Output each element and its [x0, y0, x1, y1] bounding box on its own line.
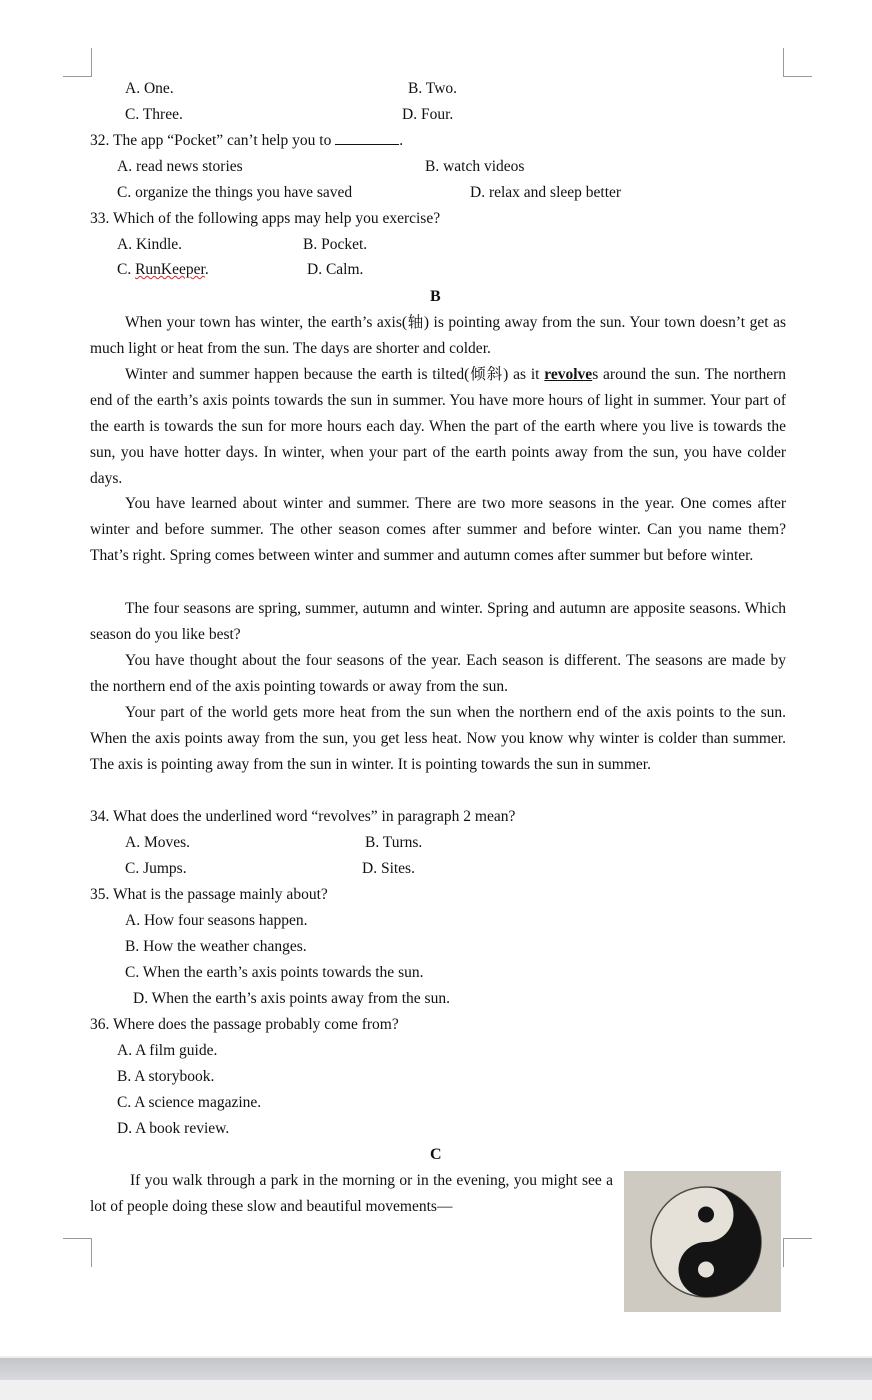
q33-stem: 33. Which of the following apps may help you exercise? — [90, 210, 441, 227]
q32-option-c: C. organize the things you have saved — [117, 184, 353, 201]
answer-blank — [335, 132, 399, 145]
q34-option-a: A. Moves. — [125, 834, 191, 851]
window-bottom-bar — [0, 1356, 872, 1400]
q35-option-b: B. How the weather changes. — [125, 938, 307, 955]
crop-mark-bottom-left — [63, 1238, 92, 1267]
q36-option-b: B. A storybook. — [117, 1068, 215, 1085]
section-b-heading: B — [430, 288, 441, 305]
q32-stem-end: . — [399, 132, 404, 149]
q31-option-c: C. Three. — [125, 106, 183, 123]
crop-mark-top-left — [63, 48, 92, 77]
q31-option-d: D. Four. — [402, 106, 454, 123]
section-b-paragraph-6: Your part of the world gets more heat from the sun when the northern end of the axis points to the sun. When the axis points away from the sun, you get less heat. Now you know why winter is colder than summer. The axis is pointing away from the sun in winter. It is pointing towards the sun in summer. — [90, 704, 786, 773]
paragraph-2-rest: s around the sun. The northern end of the earth’s axis points towards the sun in summer. You have more hours of light in summer. Your part of the earth is towards the sun for more hours each day. When the part of the earth where you live is towards the sun, you have hotter days. In winter, when your part of the earth points away from the sun, you have colder days. — [90, 366, 786, 487]
q36-option-d: D. A book review. — [117, 1120, 230, 1137]
section-b-paragraph-1: When your town has winter, the earth’s axis(轴) is pointing away from the sun. Your town doesn’t get as much light or heat from the sun. The days are shorter and colder. — [90, 314, 786, 357]
q33-option-c-prefix: C. — [117, 261, 136, 278]
q32-option-b: B. watch videos — [425, 158, 525, 175]
status-strip — [0, 1358, 872, 1380]
q32-stem — [90, 131, 403, 151]
crop-mark-top-right — [783, 48, 812, 77]
section-c-heading: C — [430, 1146, 442, 1163]
q35-option-d: D. When the earth’s axis points away from the sun. — [133, 990, 450, 1007]
section-b-paragraph-3: You have learned about winter and summer. There are two more seasons in the year. One comes after winter and before summer. The other season comes after summer and before winter. Can you name them? That’s right. Spring comes between winter and summer and autumn comes after summer but before winter. — [90, 495, 786, 564]
q34-option-d: D. Sites. — [362, 860, 415, 877]
q34-option-b: B. Turns. — [365, 834, 423, 851]
q32-option-d: D. relax and sleep better — [470, 184, 622, 201]
section-c-paragraph-1: If you walk through a park in the morning or in the evening, you might see a lot of people doing these slow and beautiful movements— — [90, 1172, 613, 1215]
q32-option-a: A. read news stories — [117, 158, 243, 175]
section-b-paragraph-2 — [90, 362, 786, 492]
q36-option-a: A. A film guide. — [117, 1042, 218, 1059]
paragraph-2-start: Winter and summer happen because the earth is tilted(倾斜) as it — [125, 366, 545, 383]
q35-option-c: C. When the earth’s axis points towards the sun. — [125, 964, 424, 981]
q33-option-a: A. Kindle. — [117, 236, 183, 253]
underlined-word: revolve — [544, 366, 593, 383]
q35-option-a: A. How four seasons happen. — [125, 912, 308, 929]
yin-yang-photo — [624, 1171, 781, 1312]
q36-stem: 36. Where does the passage probably come from? — [90, 1016, 399, 1033]
yin-yang-icon — [624, 1171, 781, 1312]
q33-option-c-suffix: . — [204, 261, 209, 278]
q32-stem-text: 32. The app “Pocket” can’t help you to — [90, 132, 332, 149]
section-b-paragraph-4: The four seasons are spring, summer, autumn and winter. Spring and autumn are apposite seasons. Which season do you like best? — [90, 600, 786, 643]
q36-option-c: C. A science magazine. — [117, 1094, 262, 1111]
section-b-paragraph-5: You have thought about the four seasons of the year. Each season is different. The seasons are made by the northern end of the axis pointing towards or away from the sun. — [90, 652, 786, 695]
q33-option-c — [117, 260, 209, 280]
crop-mark-bottom-right — [783, 1238, 812, 1267]
q31-option-b: B. Two. — [408, 80, 458, 97]
q34-option-c: C. Jumps. — [125, 860, 187, 877]
q35-stem: 35. What is the passage mainly about? — [90, 886, 328, 903]
spellcheck-word: RunKeeper — [135, 261, 205, 278]
q33-option-d: D. Calm. — [307, 261, 364, 278]
q31-option-a: A. One. — [125, 80, 174, 97]
q33-option-b: B. Pocket. — [303, 236, 368, 253]
q34-stem: 34. What does the underlined word “revolves” in paragraph 2 mean? — [90, 808, 516, 825]
